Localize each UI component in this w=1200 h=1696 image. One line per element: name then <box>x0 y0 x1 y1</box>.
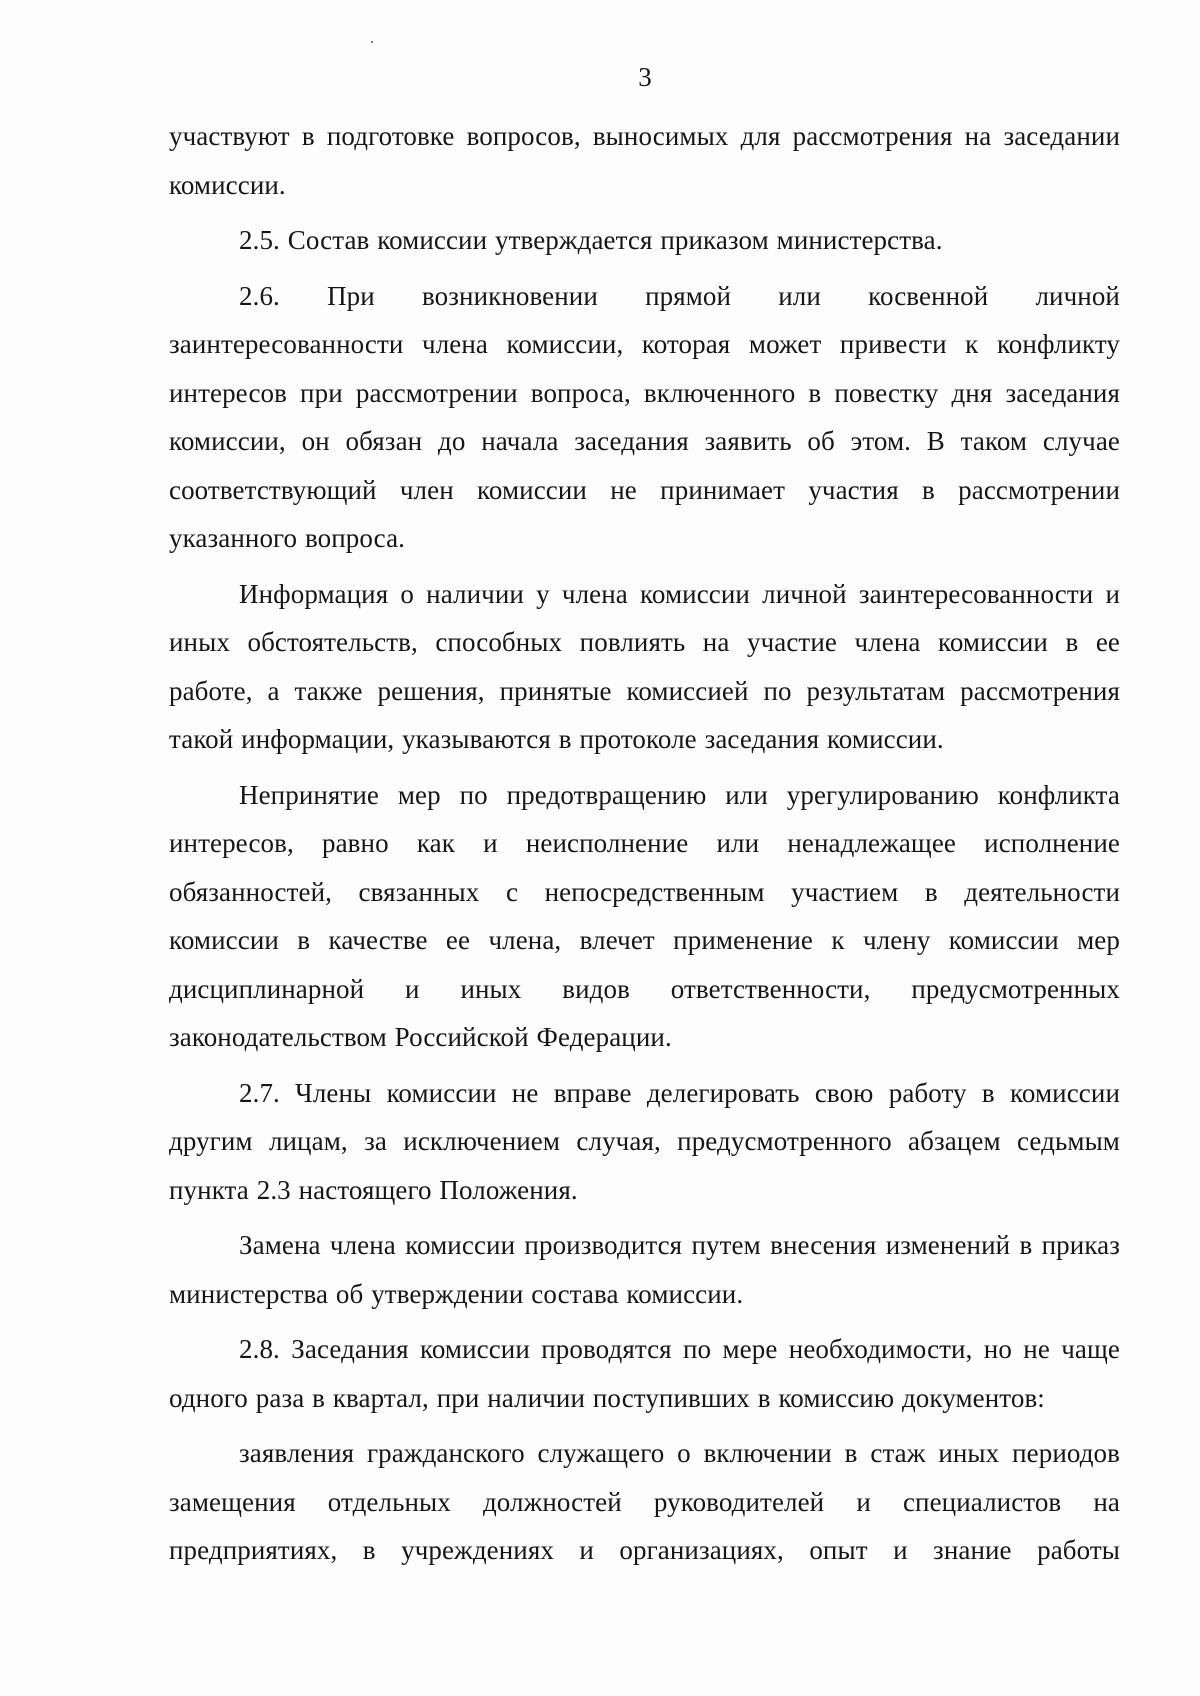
scan-speck <box>371 41 373 43</box>
paragraph-2-8: 2.8. Заседания комиссии проводятся по мере необходимости, но не чаще одного раза в квартал, при наличии поступивших в комиссию документов: <box>169 1334 1120 1413</box>
paragraph-continuation: участвуют в подготовке вопросов, выносимых для рассмотрения на заседании комиссии. <box>169 121 1120 200</box>
paragraph-2-6: 2.6. При возникновении прямой или косвенной личной заинтересованности члена комиссии, которая может привести к конфликту интересов при рассмотрении вопроса, включенного в повестку дня заседания комиссии, он обязан до начала заседания заявить об этом. В таком случае соответствующий член комиссии не принимает участия в рассмотрении указанного вопроса. <box>169 280 1120 553</box>
paragraph-application: заявления гражданского служащего о включении в стаж иных периодов замещения отдельных должностей руководителей и специалистов на предприятиях, в учреждениях и организациях, опыт и знание работы <box>169 1438 1120 1565</box>
page-number: 3 <box>638 62 652 92</box>
paragraph-responsibility: Непринятие мер по предотвращению или урегулированию конфликта интересов, равно как и неисполнение или ненадлежащее исполнение обязанностей, связанных с непосредственным участием в деятельности комиссии в качестве ее члена, влечет применение к члену комиссии мер дисциплинарной и иных видов ответственности, предусмотренных законодательством Российской Федерации. <box>169 779 1120 1052</box>
paragraph-interest-information: Информация о наличии у члена комиссии личной заинтересованности и иных обстоятельств, способных повлиять на участие члена комиссии в ее работе, а также решения, принятые комиссией по результатам рассмотрения такой информации, указываются в протоколе заседания комиссии. <box>169 578 1120 754</box>
paragraph-2-7: 2.7. Члены комиссии не вправе делегировать свою работу в комиссии другим лицам, за исключением случая, предусмотренного абзацем седьмым пункта 2.3 настоящего Положения. <box>169 1077 1120 1205</box>
paragraph-2-5: 2.5. Состав комиссии утверждается приказом министерства. <box>239 225 943 255</box>
document-body <box>169 112 1120 1575</box>
paragraph-member-replacement: Замена члена комиссии производится путем внесения изменений в приказ министерства об утверждении состава комиссии. <box>169 1230 1120 1309</box>
